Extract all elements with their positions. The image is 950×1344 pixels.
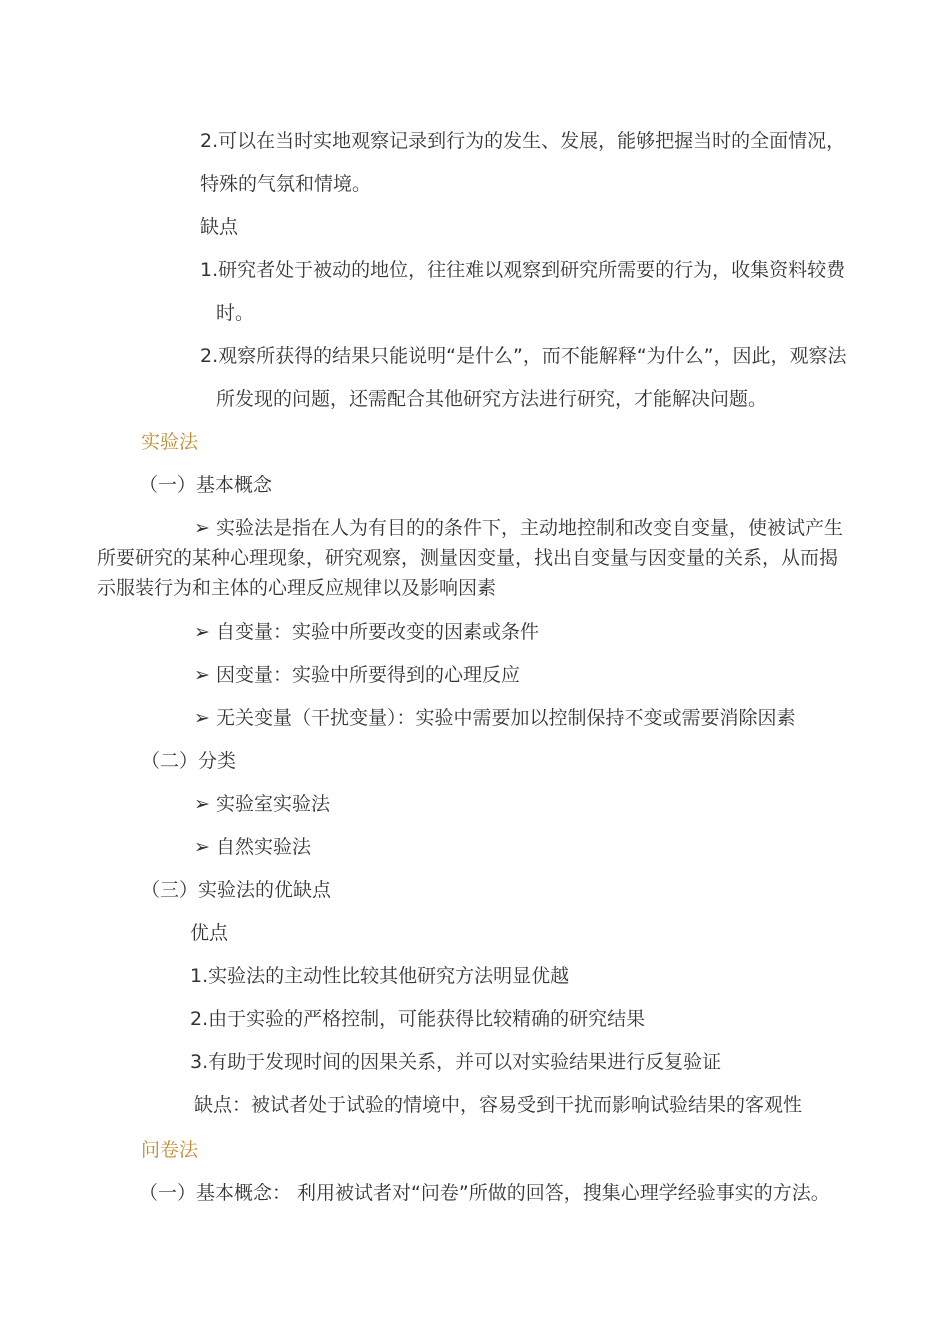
experiment-cons: 缺点：被试者处于试验的情境中，容易受到干扰而影响试验结果的客观性 — [194, 1094, 803, 1116]
questionnaire-heading: 问卷法 — [141, 1139, 199, 1161]
experiment-pros-cons-title: （三）实验法的优缺点 — [141, 879, 332, 901]
arrow-bullet-icon: ➢ — [194, 836, 210, 858]
bullet-lab-experiment — [194, 792, 330, 816]
natural-experiment-text: 自然实验法 — [216, 836, 312, 858]
bullet-independent-variable — [194, 620, 539, 644]
irrelevant-variable-text: 无关变量（干扰变量）：实验中需要加以控制保持不变或需要消除因素 — [216, 707, 796, 729]
experiment-pro-1: 1.实验法的主动性比较其他研究方法明显优越 — [190, 965, 570, 987]
arrow-bullet-icon: ➢ — [194, 707, 210, 729]
bullet-irrelevant-variable — [194, 706, 796, 730]
observation-disadvantage-2-line-2: 所发现的问题，还需配合其他研究方法进行研究，才能解决问题。 — [216, 388, 768, 410]
experiment-definition-line-3: 示服装行为和主体的心理反应规律以及影响因素 — [97, 577, 497, 599]
experiment-pros-label: 优点 — [190, 922, 229, 944]
observation-disadvantage-1-line-1: 1.研究者处于被动的地位，往往难以观察到研究所需要的行为，收集资料较费 — [200, 259, 846, 281]
observation-advantage-2-line-1: 2.可以在当时实地观察记录到行为的发生、发展，能够把握当时的全面情况， — [200, 130, 846, 152]
experiment-basic-concept-title: （一）基本概念 — [139, 474, 273, 496]
arrow-bullet-icon: ➢ — [194, 793, 210, 815]
questionnaire-basic-concept: （一）基本概念： 利用被试者对“问卷”所做的回答，搜集心理学经验事实的方法。 — [139, 1182, 830, 1204]
dependent-variable-text: 因变量：实验中所要得到的心理反应 — [216, 664, 521, 686]
observation-disadvantage-1-line-2: 时。 — [216, 302, 255, 324]
independent-variable-text: 自变量：实验中所要改变的因素或条件 — [216, 621, 540, 643]
experiment-definition-line-1 — [194, 516, 843, 540]
arrow-bullet-icon: ➢ — [194, 517, 210, 539]
experiment-category-title: （二）分类 — [141, 750, 237, 772]
experiment-definition-line-2: 所要研究的某种心理现象，研究观察，测量因变量，找出自变量与因变量的关系，从而揭 — [97, 547, 839, 569]
experiment-pro-3: 3.有助于发现时间的因果关系，并可以对实验结果进行反复验证 — [190, 1051, 722, 1073]
arrow-bullet-icon: ➢ — [194, 664, 210, 686]
lab-experiment-text: 实验室实验法 — [216, 793, 331, 815]
arrow-bullet-icon: ➢ — [194, 621, 210, 643]
definition-text: 实验法是指在人为有目的的条件下，主动地控制和改变自变量，使被试产生 — [216, 517, 844, 539]
bullet-dependent-variable — [194, 663, 520, 687]
observation-advantage-2-line-2: 特殊的气氛和情境。 — [200, 173, 372, 195]
observation-disadvantage-label: 缺点 — [200, 216, 239, 238]
observation-disadvantage-2-line-1: 2.观察所获得的结果只能说明“是什么”，而不能解释“为什么”，因此，观察法 — [200, 345, 847, 367]
experiment-pro-2: 2.由于实验的严格控制，可能获得比较精确的研究结果 — [190, 1008, 646, 1030]
bullet-natural-experiment — [194, 835, 311, 859]
experiment-heading: 实验法 — [141, 431, 199, 453]
